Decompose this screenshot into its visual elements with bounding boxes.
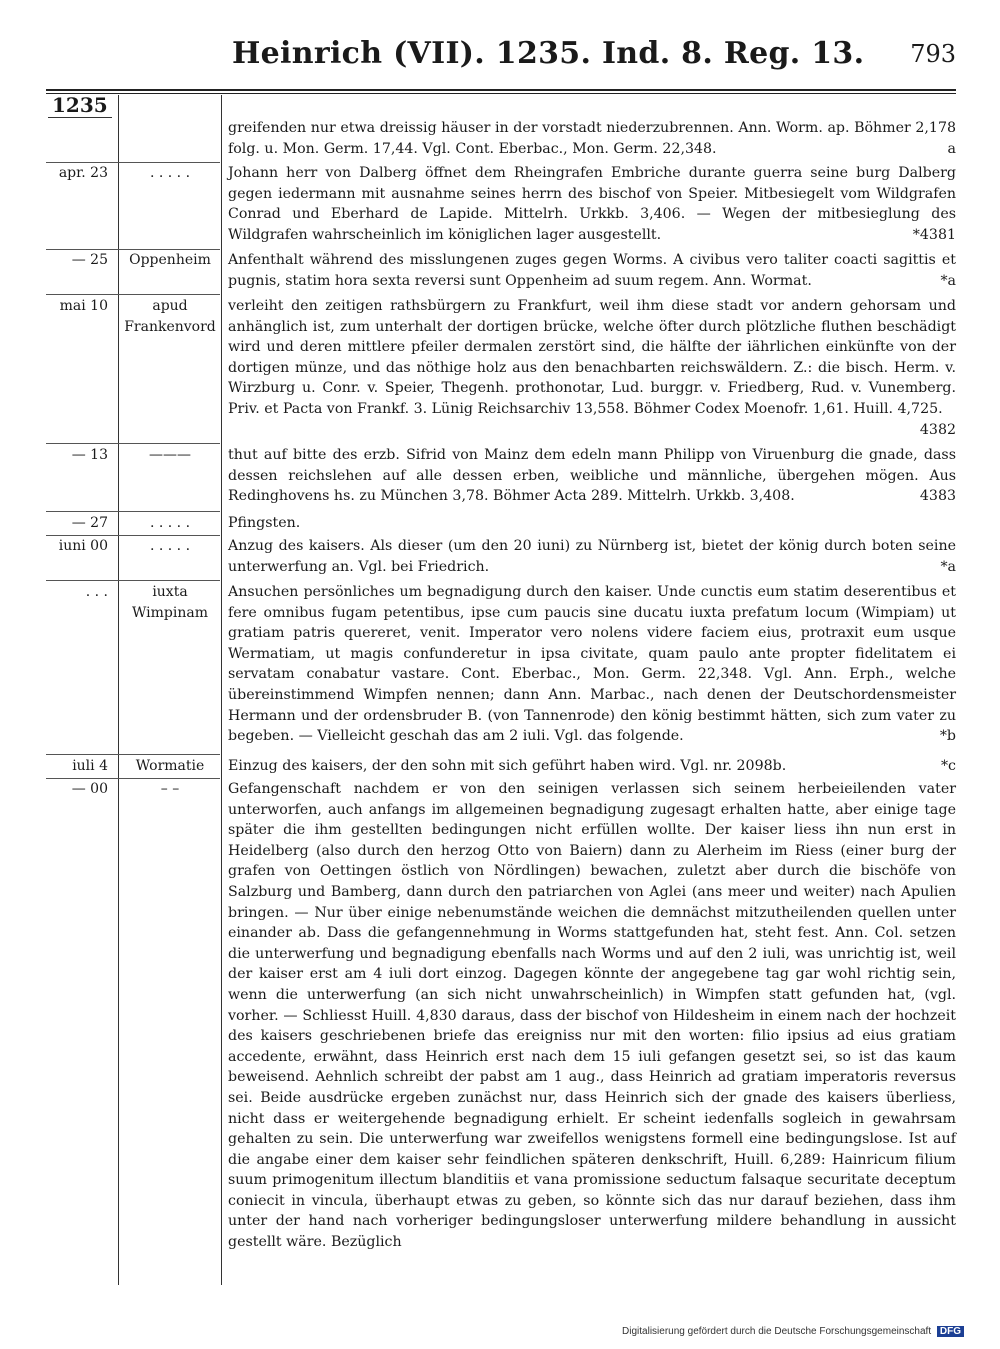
entry-separator <box>46 580 220 581</box>
entry-place: . . . . . <box>149 538 191 554</box>
entry-number: 4383 <box>919 488 956 505</box>
entry-date: mai 10 <box>59 298 108 314</box>
entry-date: iuli 4 <box>72 758 108 774</box>
page-title: Heinrich (VII). 1235. Ind. 8. Reg. 13. <box>232 36 865 71</box>
entry-place: – – <box>160 781 180 797</box>
entry-place: ——— <box>149 447 191 463</box>
credit-text: Digitalisierung gefördert durch die Deutsche Forschungsgemeinschaft <box>622 1326 932 1337</box>
entry-date: — 27 <box>71 515 108 531</box>
header-rule-thin <box>46 93 956 94</box>
entry-place: . . . . . <box>149 165 191 181</box>
entry-separator <box>46 511 220 512</box>
entry-text: greifenden nur etwa dreissig häuser in der vorstadt niederzubrennen. Ann. Worm. ap. Böhmer 2,178 folg. u. Mon. Germ. 17,44. Vgl. Cont. Eberbac., Mon. Germ. 22,348. a <box>228 118 956 159</box>
entry-text: verleiht den zeitigen rathsbürgern zu Frankfurt, weil ihm diese stadt vor andern gehorsam und anhänglich ist, zum unterhalt der dortigen brücke, welche öfter durch plötzliche fluthen beschädigt wird und deren mittlere pfeiler dermalen zerstört sind, die hälfte der iährlichen einkünfte von der dortigen münze, und das nöthige holz aus den benachbarten reichswäldern. Z.: die bisch. Herm. v. Wirzburg u. Conr. v. Speier, Thegenh. prothonotar, Lud. burggr. v. Friedberg, Rud. v. Vunemberg. Priv. et Pacta von Frankf. 3. Lünig Reichsarchiv 13,558. Böhmer Codex Moenofr. 1,61. Huill. 4,725. 4382 <box>228 296 956 440</box>
entry-text: Ansuchen persönliches um begnadigung durch den kaiser. Unde cunctis eum statim deserentibus et fere omnibus fugam petentibus, ipse cum paucis sine ducatu iuxta prefatum locum (Wimpiam) ut gratiam patris quereret, venit. Imperator vero nolens videre faciem eius, protraxit eum usque Wermatiam, ut magis confunderetur in ipsa civitate, quam paulo ante propter fidelitatem ei servatam conabatur vastare. Cont. Eberbac., Mon. Germ. 22,348. Vgl. Ann. Erph., welche übereinstimmend Wimpfen nennen; dann Ann. Marbac., nach denen der Deutschordensmeister Hermann und der ordensbruder B. (von Tannenrode) den könig bestimmt hätten, sich zum vater zu begeben. — Vielleicht geschah das am 2 iuli. Vgl. das folgende. *b <box>228 582 956 747</box>
entry-date: — 25 <box>71 252 108 268</box>
entry-number: *a <box>940 558 956 575</box>
entry-separator <box>46 754 220 755</box>
entry-separator <box>46 443 220 444</box>
entry-date: . . . <box>85 584 108 600</box>
entry-place: Wormatie <box>135 758 205 774</box>
entry-date: apr. 23 <box>58 165 108 181</box>
entry-number: *4381 <box>912 226 956 243</box>
entry-text: Gefangenschaft nachdem er von den seinigen verlassen sich seinem herbeieilenden vater unterworfen, auch anfangs im allgemeinen begnadigung zugesagt erhalten hatte, aber einige tage später die ihm gestellten bedingungen nicht erfüllen wollte. Der kaiser liess ihn nun erst in Heidelberg (also durch den herzog Otto von Baiern) dann zu Alerheim im Riess (einer burg der grafen von Oettingen östlich von Nördlingen) bewachen, zuletzt aber durch die bischöfe von Salzburg und Bamberg, dann durch den patriarchen von Aglei (ans meer und weiter) nach Apulien bringen. — Nur über einige nebenumstände weichen die demnächst mitzutheilenden quellen unter einander ab. Dass die gefangennehmung in Worms stattgefunden hat, steht fest. Ann. Col. setzen die unterwerfung und begnadigung ebenfalls nach Worms und auf den 2 iuli, was unrichtig ist, weil der kaiser erst am 4 iuli dort einzog. Dagegen könnte der angegebene tag gar wohl richtig sein, wenn die unterwerfung (an sich nicht unwahrscheinlich) in Wimpfen statt gefunden hat, (vgl. vorher. — Schliesst Huill. 4,830 daraus, dass der bischof von Hildesheim in einem nach der hochzeit des kaisers geschriebenen briefe das ereigniss nur mit den worten: filio ipsius ad eius gratiam accedente, erwähnt, dass Heinrich erst nach dem 15 iuli gefangen gesetzt sei, so ist das kaum beweisend. Aehnlich schreibt der pabst am 1 aug., dass Heinrich ad gratiam imperatoris reversus sei. Beide ausdrücke ergeben zunächst nur, dass Heinrich sich der gnade des kaisers überliess, nicht dass er weitergehende begnadigung erhielt. Er scheint iedenfalls sogleich in gewahrsam gehalten zu sein. Die unterwerfung war zweifellos wenigstens formell eine bedingungslose. Ist auf die angabe einer dem kaiser sehr feindlichen späteren denkschrift, Huill. 6,289: Hainricum filium suum primogenitum illectum blanditiis et vana promissione seductum falsaque securitate deceptum coniecit in vincula, überhaupt etwas zu geben, so könnte sich das nur darauf beziehen, dass ihm unter der hand nach vorheriger bedingungsloser unterwerfung mildere behandlung in aussicht gestellt wäre. Bezüglich <box>228 781 956 1251</box>
dfg-logo: DFG <box>937 1326 964 1337</box>
entry-text: Johann herr von Dalberg öffnet dem Rheingrafen Embriche durante guerra seine burg Dalberg gegen iedermann mit ausnahme seines herrn des bischof von Speier. Mitbesiegelt vom Wildgrafen Conrad und Eberhard de Lapide. Mittelrh. Urkkb. 3,406. — Wegen der mitbesieglung des Wildgrafen wahrscheinlich im königlichen lager ausgestellt. *4381 <box>228 163 956 245</box>
entry-date: iuni 00 <box>58 538 108 554</box>
entry-place: apud Frankenvord <box>124 298 216 335</box>
entry-text: Einzug des kaisers, der den sohn mit sich geführt haben wird. Vgl. nr. 2098b. *c <box>228 756 956 777</box>
entry-number: *b <box>939 728 956 745</box>
digitization-credit <box>622 1326 964 1337</box>
entry-text: thut auf bitte des erzb. Sifrid von Mainz dem edeln mann Philipp von Viruenburg die gnade, dass dessen reichslehen auf alle dessen erben, weibliche und männliche, übergehen mögen. Aus Redinghovens hs. zu München 3,78. Böhmer Acta 289. Mittelrh. Urkkb. 3,408. 4383 <box>228 445 956 507</box>
entry-place: . . . . . <box>149 515 191 531</box>
place-column-divider <box>221 95 222 1285</box>
header-rule <box>46 89 956 91</box>
entry-number: a <box>947 140 956 157</box>
entry-number: *a <box>940 272 956 289</box>
year-underline <box>48 117 112 118</box>
entry-number: *c <box>940 758 956 774</box>
entry-number: 4382 <box>919 421 956 438</box>
date-column-divider <box>118 95 119 1285</box>
entry-place: iuxta Wimpinam <box>132 584 208 621</box>
entry-text: Pfingsten. <box>228 515 301 531</box>
entry-text: Anzug des kaisers. Als dieser (um den 20 iuni) zu Nürnberg ist, bietet der könig durch boten seine unterwerfung an. Vgl. bei Friedrich. *a <box>228 536 956 577</box>
entry-text: Anfenthalt während des misslungenen zuges gegen Worms. A civibus vero taliter coacti sagittis et pugnis, statim hora sexta reversi sunt Oppenheim ad suum regem. Ann. Wormat. *a <box>228 250 956 291</box>
page-number: 793 <box>910 40 956 68</box>
page-header <box>0 36 1000 76</box>
entry-date: — 00 <box>71 781 108 797</box>
entry-date: — 13 <box>71 447 108 463</box>
entry-place: Oppenheim <box>129 252 211 268</box>
year-label: 1235 <box>52 93 108 117</box>
entry-separator <box>46 294 220 295</box>
